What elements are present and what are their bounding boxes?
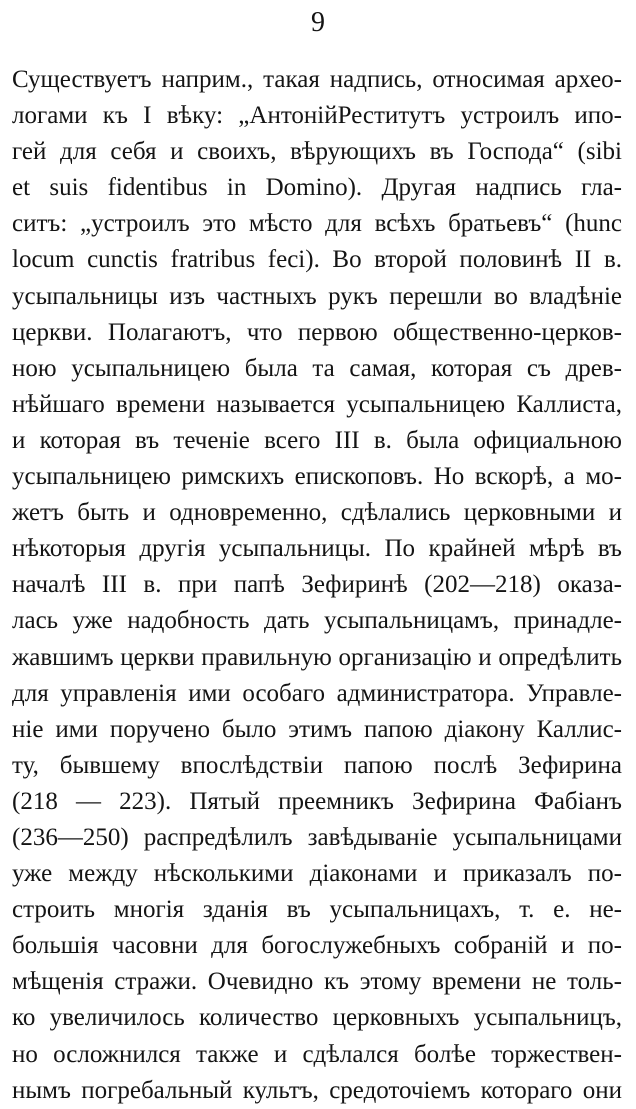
text-line: нѣйшаго времени называется усыпальницею Каллиста, [12,390,622,418]
text-line: усыпальницею римскихъ епископовъ. Но вскорѣ, а мо- [12,463,622,491]
body-text [12,62,622,1109]
text-line: ніе ими поручено было этимъ папою діакону Каллис- [12,715,622,743]
text-line: для управленія ими особаго администратора. Управле- [12,679,622,707]
text-line: et suis fidentibus in Domino). Другая надпись гла- [12,174,622,202]
text-line: нѣкоторыя другія усыпальницы. По крайней мѣрѣ въ [12,535,622,563]
text-line: гей для себя и своихъ, вѣрующихъ въ Господа“ (sibi [12,138,622,166]
text-line: строить многія зданія въ усыпальницахъ, т. е. не- [12,896,622,924]
text-line: лась уже надобность дать усыпальницамъ, принадле- [12,607,622,635]
text-line: большія часовни для богослужебныхъ собраній и по- [12,932,622,960]
text-line: ною усыпальницею была та самая, которая съ древ- [12,354,622,382]
text-line: усыпальницы изъ частныхъ рукъ перешли во владѣніе [12,282,622,310]
text-line: (236—250) распредѣлилъ завѣдываніе усыпальницами [12,823,622,851]
text-line: (218 — 223). Пятый преемникъ Зефирина Фабіанъ [12,787,622,815]
text-line: ко увеличилось количество церковныхъ усыпальницъ, [12,1004,622,1032]
text-line: ситъ: „устроилъ это мѣсто для всѣхъ братьевъ“ (hunc [12,210,622,238]
text-line: жавшимъ церкви правильную организацію и опредѣлить [12,643,622,671]
text-line: ту, бывшему впослѣдствіи папою послѣ Зефирина [12,751,622,779]
text-line: и которая въ теченіе всего III в. была официальною [12,426,622,454]
text-line: locum cunctis fratribus feci). Во второй половинѣ II в. [12,246,622,274]
text-line: началѣ III в. при папѣ Зефиринѣ (202—218) оказа- [12,571,622,599]
text-line: нымъ погребальный культъ, средоточіемъ котораго они [12,1076,622,1104]
text-line: мѣщенія стражи. Очевидно къ этому времени не толь- [12,968,622,996]
text-line: уже между нѣсколькими діаконами и приказалъ по- [12,860,622,888]
text-line: Существуетъ наприм., такая надпись, относимая архео- [12,66,622,93]
text-line: логами къ I вѣку: „АнтонійРеститутъ устроилъ ипо- [12,102,622,130]
page-number: 9 [311,7,325,38]
text-line: жетъ быть и одновременно, сдѣлались церковными и [12,499,622,527]
text-line: церкви. Полагаютъ, что первою общественно-церков- [12,318,622,346]
text-line: но осложнился также и сдѣлался болѣе торжествен- [12,1040,622,1068]
